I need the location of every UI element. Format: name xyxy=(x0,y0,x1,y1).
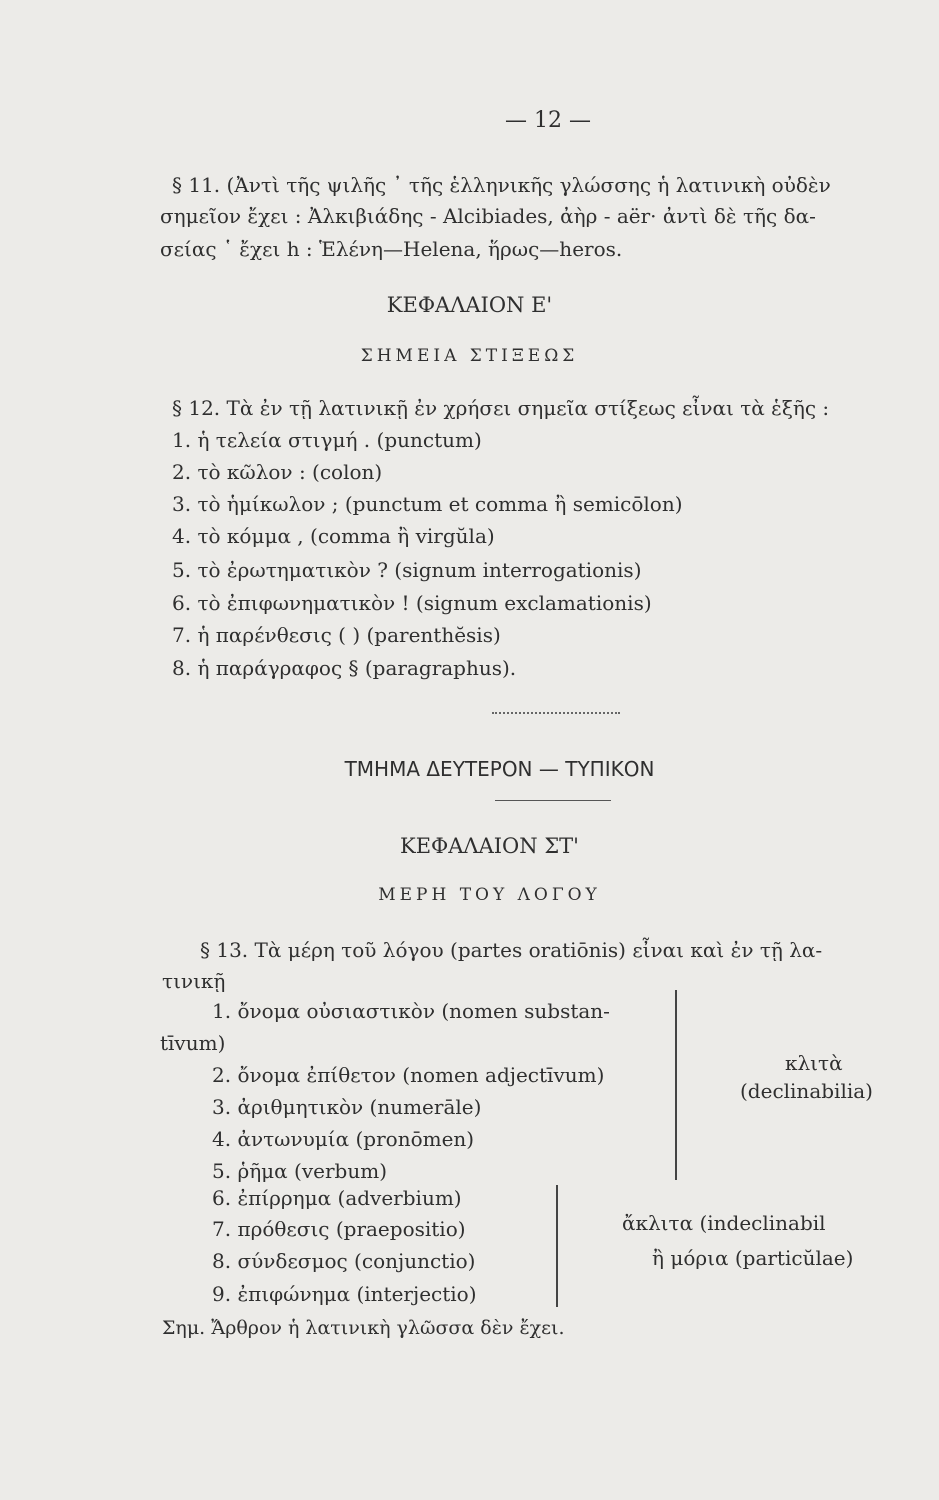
bracket-declinabilia xyxy=(675,990,677,1180)
para11-line2: σημεῖον ἔχει : Ἀλκιβιάδης - Alcibiades, ἀὴρ - aër· ἀντὶ δὲ τῆς δα- xyxy=(160,204,816,228)
para13-item-1b: tīvum) xyxy=(160,1031,226,1055)
page-number: — 12 — xyxy=(505,108,591,133)
bracket-indeclinabilia xyxy=(556,1185,558,1307)
para12-item-7: 7. ἡ παρένθεσις ( ) (parenthĕsis) xyxy=(172,623,501,647)
para13-item-3: 3. ἀριθμητικὸν (numerāle) xyxy=(212,1095,482,1119)
para12-item-1: 1. ἡ τελεία στιγμή . (punctum) xyxy=(172,428,482,452)
para12-item-6: 6. τὸ ἐπιφωνηματικὸν ! (signum exclamationis) xyxy=(172,591,652,615)
para13-item-4: 4. ἀντωνυμία (pronōmen) xyxy=(212,1127,475,1151)
para12-intro: § 12. Τὰ ἐν τῇ λατινικῇ ἐν χρήσει σημεῖα στίξεως εἶναι τὰ ἑξῆς : xyxy=(172,396,830,420)
para13-intro-line1: § 13. Τὰ μέρη τοῦ λόγου (partes oratiōnis) εἶναι καὶ ἐν τῇ λα- xyxy=(200,938,823,962)
group-declinabilia-latin: (declinabilia) xyxy=(740,1079,873,1103)
chapter6-title: ΚΕΦΑΛΑΙΟΝ ΣΤ' xyxy=(400,834,579,858)
para12-item-3: 3. τὸ ἡμίκωλον ; (punctum et comma ἢ semicōlon) xyxy=(172,492,683,516)
para11-line1: § 11. (Ἀντὶ τῆς ψιλῆς ᾿ τῆς ἑλληνικῆς γλώσσης ἡ λατινικὴ οὐδὲν xyxy=(172,173,831,197)
chapter5-title: ΚΕΦΑΛΑΙΟΝ Ε' xyxy=(386,293,553,317)
chapter6-subtitle: ΜΕΡΗ ΤΟΥ ΛΟΓΟΥ xyxy=(378,885,601,905)
para11-line3: σείας ῾ ἔχει h : Ἑλένη—Helena, ἥρως—heros. xyxy=(160,237,623,261)
dotted-separator xyxy=(492,712,620,714)
group-declinabilia-label: κλιτὰ xyxy=(785,1051,843,1075)
para12-item-2: 2. τὸ κῶλον : (colon) xyxy=(172,460,383,484)
para13-item-9: 9. ἐπιφώνημα (interjectio) xyxy=(212,1282,477,1306)
para13-item-7: 7. πρόθεσις (praepositio) xyxy=(212,1217,466,1241)
group-indeclinabilia-line2: ἢ μόρια (particŭlae) xyxy=(652,1246,854,1270)
para13-intro-line2: τινικῇ xyxy=(162,969,226,993)
section2-title: ΤΜΗΜΑ ΔΕΥΤΕΡΟΝ — ΤΥΠΙΚΟΝ xyxy=(344,757,655,781)
section-rule xyxy=(495,800,611,801)
para13-item-8: 8. σύνδεσμος (conjunctio) xyxy=(212,1249,476,1273)
group-indeclinabilia-line1: ἄκλιτα (indeclinabil xyxy=(622,1211,826,1235)
para13-item-2: 2. ὄνομα ἐπίθετον (nomen adjectīvum) xyxy=(212,1063,605,1087)
para13-item-6: 6. ἐπίρρημα (adverbium) xyxy=(212,1186,462,1210)
para13-item-1a: 1. ὄνομα οὐσιαστικὸν (nomen substan- xyxy=(212,999,610,1023)
chapter5-subtitle: ΣΗΜΕΙΑ ΣΤΙΞΕΩΣ xyxy=(360,346,579,366)
para12-item-5: 5. τὸ ἐρωτηματικὸν ? (signum interrogationis) xyxy=(172,558,642,582)
para12-item-4: 4. τὸ κόμμα , (comma ἢ virgŭla) xyxy=(172,524,495,548)
para12-item-8: 8. ἡ παράγραφος § (paragraphus). xyxy=(172,656,517,680)
para13-note: Σημ. Ἄρθρον ἡ λατινικὴ γλῶσσα δὲν ἔχει. xyxy=(162,1317,565,1339)
para13-item-5: 5. ῥῆμα (verbum) xyxy=(212,1159,387,1183)
